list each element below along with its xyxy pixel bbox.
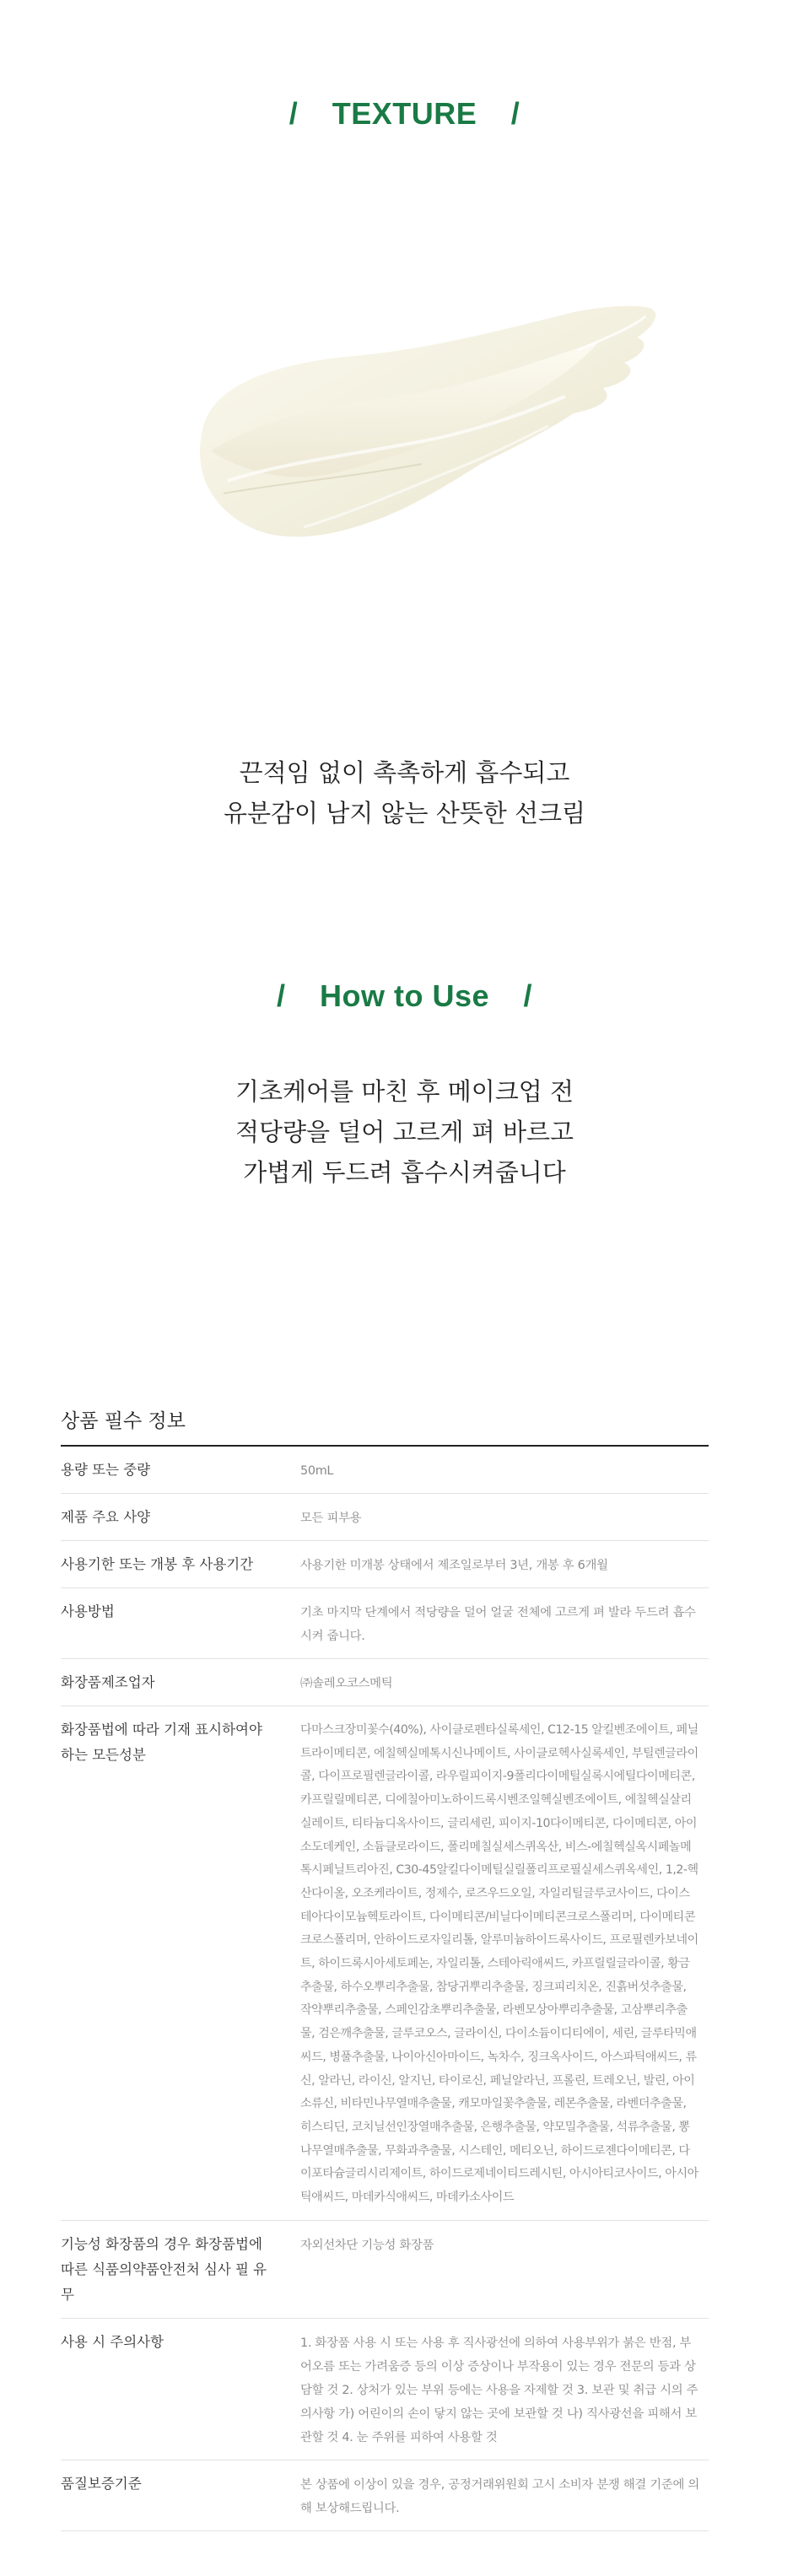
table-row	[61, 2220, 709, 2318]
row-value: 사용기한 미개봉 상태에서 제조일로부터 3년, 개봉 후 6개월	[289, 1541, 709, 1588]
row-value: 자외선차단 기능성 화장품	[289, 2220, 709, 2318]
row-label: 화장품제조업자	[61, 1659, 289, 1706]
texture-title-text: TEXTURE	[332, 96, 477, 131]
row-value: 1. 화장품 사용 시 또는 사용 후 직사광선에 의하여 사용부위가 붉은 반점, 부어오름 또는 가려움증 등의 이상 증상이나 부작용이 있는 경우 전문의 등과 상담할 것 2. 상처가 있는 부위 등에는 사용을 자제할 것 3. 보관 및 취급 시의 주의사항 가) 어린이의 손이 닿지 않는 곳에 보관할 것 나) 직사광선을 피해서 보관할 것 4. 눈 주위를 피하여 사용할 것	[289, 2318, 709, 2460]
table-row	[61, 1588, 709, 1659]
table-row	[61, 2460, 709, 2530]
texture-description	[0, 752, 809, 833]
howto-title-text: How to Use	[319, 978, 489, 1013]
row-label: 용량 또는 중량	[61, 1447, 289, 1494]
howto-copy-line-3: 가볍게 두드려 흡수시켜줍니다	[243, 1158, 566, 1187]
texture-section-title	[0, 96, 809, 132]
table-row	[61, 1494, 709, 1541]
howto-copy-line-1: 기초케어를 마친 후 메이크업 전	[235, 1077, 574, 1106]
table-row	[61, 1659, 709, 1706]
row-value: 모든 피부용	[289, 1494, 709, 1541]
table-row	[61, 1706, 709, 2221]
row-label: 사용방법	[61, 1588, 289, 1659]
row-label: 제품 주요 사양	[61, 1494, 289, 1541]
slash-decoration: /	[289, 96, 299, 131]
table-row	[61, 2318, 709, 2460]
texture-copy-line-2: 유분감이 남지 않는 산뜻한 선크림	[223, 799, 586, 827]
howto-description	[0, 1071, 809, 1193]
row-label: 화장품법에 따라 기재 표시하여야 하는 모든성분	[61, 1706, 289, 2221]
product-info-heading: 상품 필수 정보	[61, 1405, 709, 1447]
row-value: 본 상품에 이상이 있을 경우, 공정거래위원회 고시 소비자 분쟁 해결 기준에 의해 보상해드립니다.	[289, 2460, 709, 2530]
slash-decoration: /	[276, 978, 286, 1013]
row-value: 기초 마지막 단계에서 적당량을 덜어 얼굴 전체에 고르게 펴 발라 두드려 흡수시켜 줍니다.	[289, 1588, 709, 1659]
row-label: 품질보증기준	[61, 2460, 289, 2530]
table-row	[61, 1541, 709, 1588]
row-label: 사용기한 또는 개봉 후 사용기간	[61, 1541, 289, 1588]
slash-decoration: /	[523, 978, 533, 1013]
cream-texture-image	[177, 304, 675, 565]
row-value: 50mL	[289, 1447, 709, 1494]
slash-decoration: /	[510, 96, 520, 131]
row-value: 다마스크장미꽃수(40%), 사이클로펜타실록세인, C12-15 알킬벤조에이트, 페닐트라이메티콘, 에칠헥실메톡시신나메이트, 사이클로헥사실록세인, 부틸렌글라이콜, 다이프로필렌글라이콜, 라우릴피이지-9폴리다이메틸실록시에틸다이메티콘, 카프릴릴메티콘, 디에칠아미노하이드록시벤조일헥실벤조에이트, 에칠헥실살리실레이트, 티타늄디옥사이드, 글리세린, 피이지-10다이메티콘, 다이메티콘, 아이소도데케인, 소듐클로라이드, 폴리메칠실세스퀴옥산, 비스-에칠헥실옥시페놀메톡시페닐트리아진, C30-45알킬다이메틸실릴폴리프로필실세스퀴옥세인, 1,2-헥산다이올, 오조케라이트, 정제수, 로즈우드오일, 자일리틸글루코사이드, 다이스테아다이모늄헥토라이트, 다이메티콘/비닐다이메티콘크로스폴리머, 다이메티콘크로스폴리머, 안하이드로자일리톨, 알루미늄하이드록사이드, 프로필렌카보네이트, 하이드록시아세토페논, 자일리톨, 스테아릭애씨드, 카프릴릴글라이콜, 황금추출물, 하수오뿌리추출물, 참당귀뿌리추출물, 징크피리치온, 진흙버섯추출물, 작약뿌리추출물, 스페인감초뿌리추출물, 라벤모상아뿌리추출물, 고삼뿌리추출물, 검은깨추출물, 글루코오스, 글라이신, 다이소듐이디티에이, 세린, 글루타믹애씨드, 병풀추출물, 나이아신아마이드, 녹차수, 징크옥사이드, 아스파틱애씨드, 류신, 알라닌, 라이신, 알지닌, 타이로신, 페닐알라닌, 프롤린, 트레오닌, 발린, 아이소류신, 비타민나무열매추출물, 캐모마일꽃추출물, 레몬추출물, 라벤더추출물, 히스티딘, 코치닐선인장열매추출물, 은행추출물, 약모밀추출물, 석류추출물, 뽕나무열매추출물, 무화과추출물, 시스테인, 메티오닌, 하이드로젠다이메티콘, 다이포타슘글리시리제이트, 하이드로제네이티드레시틴, 아시아티코사이드, 아시아틱애씨드, 마데카식애씨드, 마데카소사이드	[289, 1706, 709, 2221]
howto-section-title	[0, 978, 809, 1014]
texture-copy-line-1: 끈적임 없이 촉촉하게 흡수되고	[239, 758, 570, 787]
table-row	[61, 1447, 709, 1494]
product-info-section	[61, 1405, 709, 2531]
row-label: 사용 시 주의사항	[61, 2318, 289, 2460]
row-label: 기능성 화장품의 경우 화장품법에 따른 식품의약품안전처 심사 필 유무	[61, 2220, 289, 2318]
row-value: ㈜솔레오코스메틱	[289, 1659, 709, 1706]
product-info-table	[61, 1447, 709, 2531]
howto-copy-line-2: 적당량을 덜어 고르게 펴 바르고	[235, 1118, 574, 1146]
